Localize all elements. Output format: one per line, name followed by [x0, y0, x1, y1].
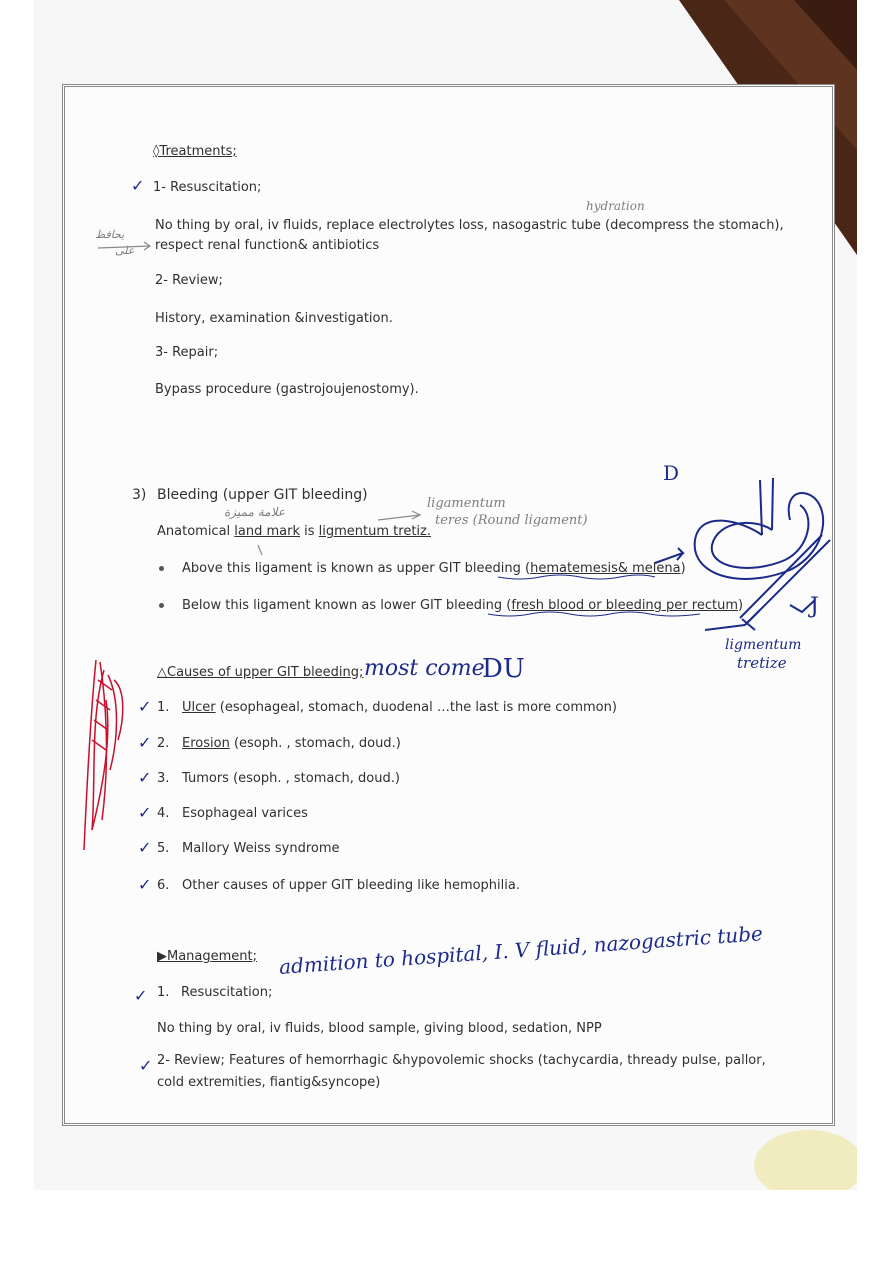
- check-mark-icon: ✓: [138, 838, 152, 857]
- cause-number: 3.: [157, 771, 170, 786]
- diagram-label-d: D: [663, 461, 680, 485]
- cause-number: 4.: [157, 806, 170, 821]
- stomach-diagram: [655, 478, 830, 630]
- treatments-item-2: 2- Review;: [155, 273, 223, 288]
- check-mark-icon: ✓: [138, 697, 152, 716]
- above-term: hematemesis& melena: [530, 561, 681, 576]
- management-item-1-text: No thing by oral, iv fluids, blood sample, giving blood, sedation, NPP: [157, 1021, 602, 1036]
- handwritten-admission: admition to hospital, I. V fluid, nazogastric tube: [278, 921, 764, 979]
- treatments-line-1: No thing by oral, iv fluids, replace electrolytes loss, nasogastric tube (decompress the stomach),: [155, 218, 784, 233]
- above-prefix: Above this ligament is known as upper GIT bleeding (: [182, 561, 531, 576]
- cause-description: Tumors (esoph. , stomach, doud.): [182, 771, 400, 786]
- management-item-2-cont: cold extremities, fiantig&syncope): [157, 1075, 381, 1090]
- treatments-line-2: respect renal function& antibiotics: [155, 238, 380, 253]
- treatments-item-1: 1- Resuscitation;: [153, 180, 262, 195]
- check-mark-icon: ✓: [138, 768, 152, 787]
- treatments-item-3: 3- Repair;: [155, 345, 219, 360]
- diagram-label-j: J: [810, 594, 819, 619]
- handwritten-most-come: most come: [364, 656, 485, 681]
- bleeding-number: 3): [132, 487, 147, 503]
- handwritten-ligamentum: ligamentum: [427, 496, 506, 511]
- cause-description: Other causes of upper GIT bleeding like hemophilia.: [182, 878, 520, 893]
- cause-number: 2.: [157, 736, 170, 751]
- below-prefix: Below this ligament known as lower GIT bleeding (: [182, 598, 512, 613]
- handwritten-du: DU: [482, 654, 525, 684]
- check-mark-icon: ✓: [138, 875, 152, 894]
- cause-description: Esophageal varices: [182, 806, 308, 821]
- causes-heading: △Causes of upper GIT bleeding;: [157, 665, 364, 680]
- handwritten-hydration: hydration: [586, 199, 645, 213]
- cause-term: Erosion: [182, 736, 230, 751]
- management-item-1-number: 1.: [157, 985, 170, 1000]
- management-item-1: Resuscitation;: [181, 985, 273, 1000]
- below-suffix: ): [738, 598, 744, 613]
- handwritten-teres-text: teres (Round ligament): [435, 513, 588, 528]
- landmark-prefix: Anatomical: [157, 524, 235, 539]
- check-mark-icon: ✓: [134, 986, 148, 1005]
- landmark-term: land mark: [234, 524, 301, 539]
- diagram-label-ligmentum: ligmentum: [725, 637, 802, 653]
- check-mark-icon: ✓: [131, 176, 145, 195]
- grey-pen-arrows: [98, 242, 420, 555]
- squiggle-underlines: [488, 575, 700, 616]
- treatments-item-3-text: Bypass procedure (gastrojoujenostomy).: [155, 382, 419, 397]
- bleeding-heading: Bleeding (upper GIT bleeding): [157, 487, 368, 503]
- handwritten-arabic-1: يحافظ: [95, 228, 125, 241]
- treatments-item-2-text: History, examination &investigation.: [155, 311, 393, 326]
- landmark-mid: is: [300, 524, 319, 539]
- cause-description: (esophageal, stomach, duodenal …the last is more common): [215, 700, 617, 715]
- cause-description: (esoph. , stomach, doud.): [229, 736, 401, 751]
- treatments-heading: ◊Treatments;: [153, 144, 237, 159]
- cause-number: 5.: [157, 841, 170, 856]
- management-item-2: 2- Review; Features of hemorrhagic &hypovolemic shocks (tachycardia, thready pulse, pallor,: [157, 1053, 766, 1068]
- check-mark-icon: ✓: [138, 733, 152, 752]
- below-term: fresh blood or bleeding per rectum: [511, 598, 738, 613]
- handwritten-arabic-landmark: علامة مميزة: [224, 505, 285, 519]
- ligament-name: ligmentum tretiz.: [318, 524, 431, 539]
- above-suffix: ): [680, 561, 686, 576]
- red-scribble: [84, 660, 123, 850]
- cause-number: 6.: [157, 878, 170, 893]
- cause-description: Mallory Weiss syndrome: [182, 841, 340, 856]
- cause-term: Ulcer: [182, 700, 216, 715]
- check-mark-icon: ✓: [139, 1056, 153, 1075]
- cause-number: 1.: [157, 700, 170, 715]
- management-heading: ▶Management;: [157, 949, 258, 964]
- check-mark-icon: ✓: [138, 803, 152, 822]
- handwritten-arabic-2: على: [115, 244, 135, 257]
- diagram-label-tretize: tretize: [737, 654, 787, 672]
